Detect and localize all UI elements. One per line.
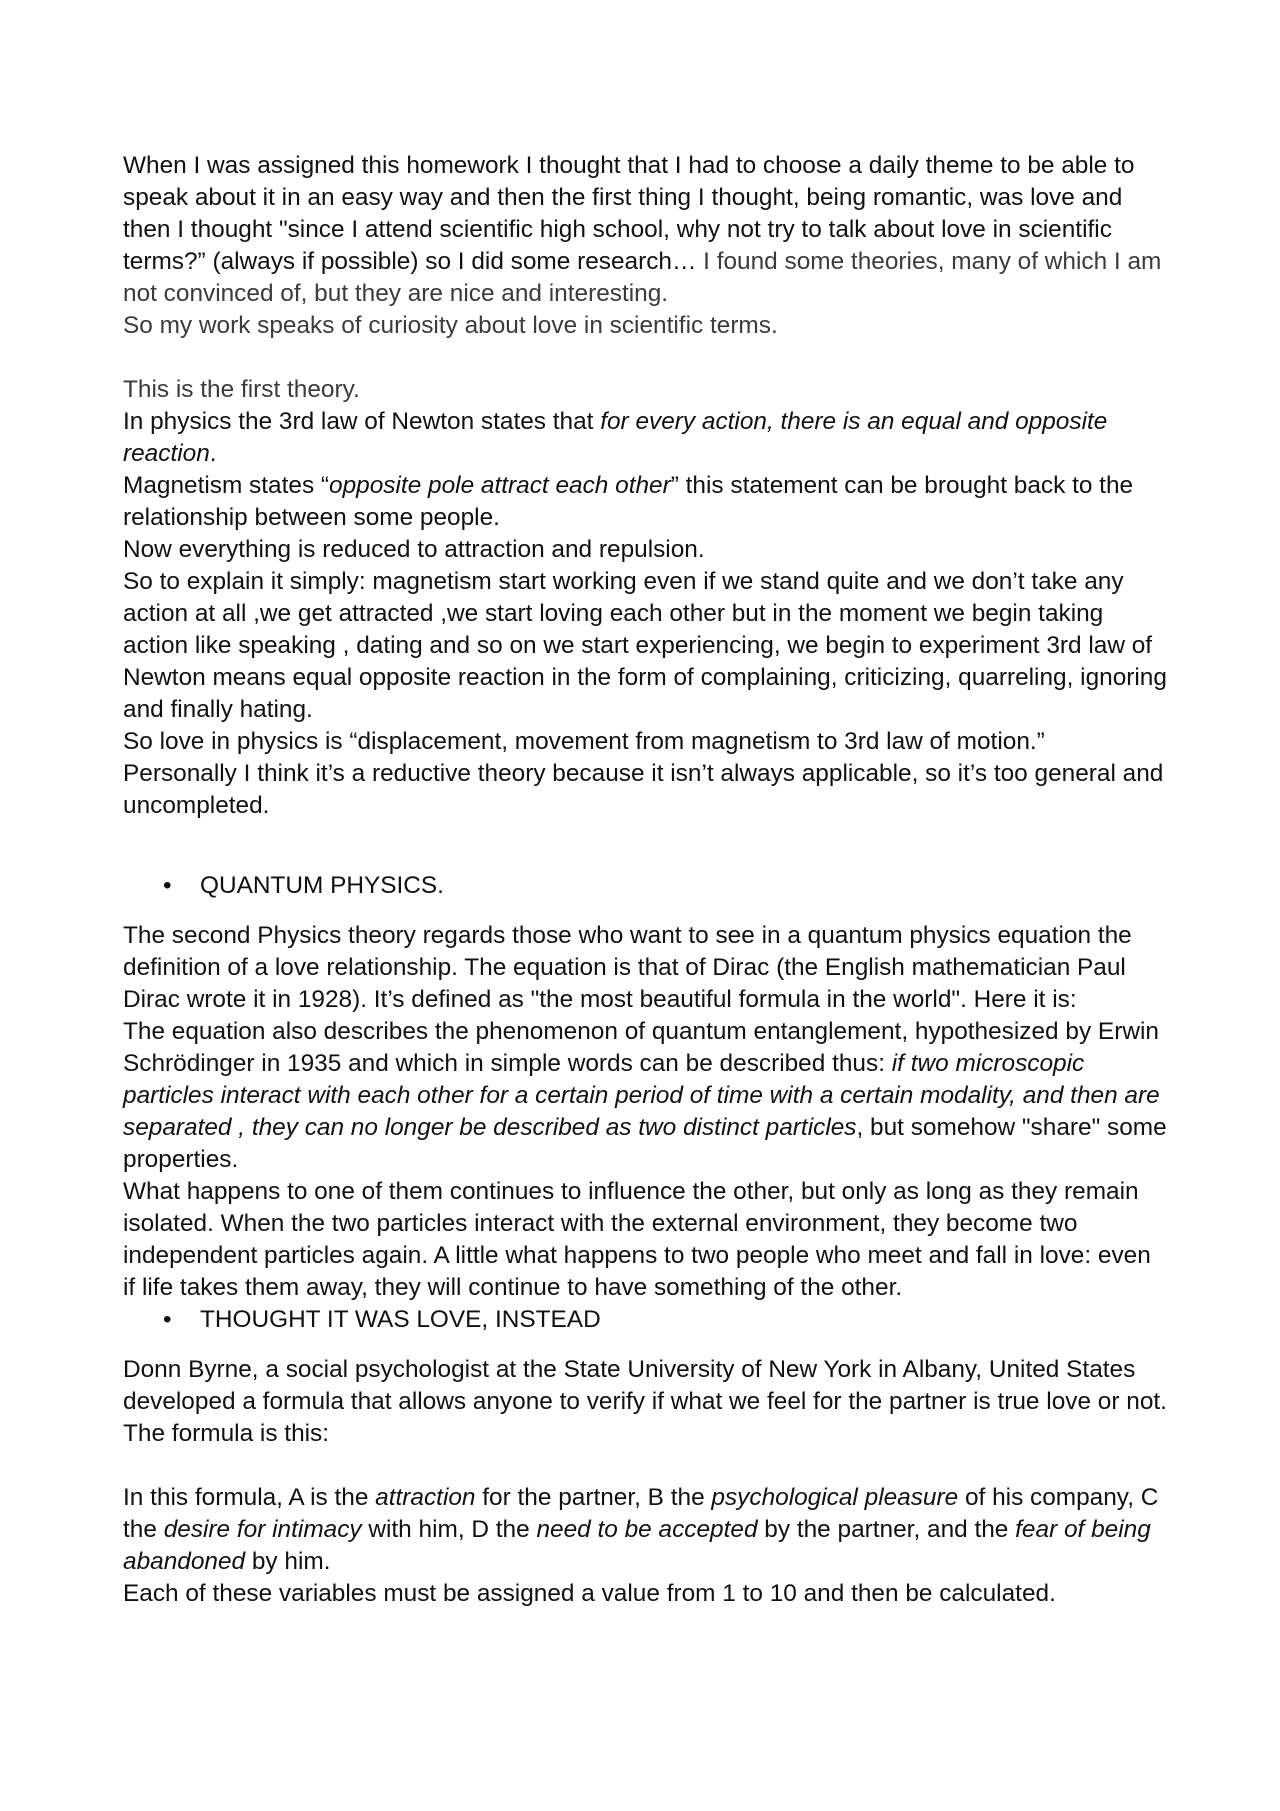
first-theory-heading: This is the first theory. — [123, 376, 360, 403]
spacer — [123, 342, 1168, 374]
magnetism-text-end: ” this statement can be brought back to the relationship between some people. — [123, 472, 1134, 531]
quantum-heading: QUANTUM PHYSICS. — [200, 872, 444, 899]
reduced-paragraph: Now everything is reduced to attraction and repulsion. — [123, 536, 705, 563]
variable-b-term: psychological pleasure — [711, 1484, 959, 1511]
formula-text-end: by him. — [245, 1548, 331, 1575]
formula-variables-paragraph — [123, 1482, 1168, 1578]
explain-paragraph: So to explain it simply: magnetism start working even if we stand quite and we don’t take any action at all ,we get attracted ,we start loving each other but in the moment we begin taking action like speaking , dating and so on we start experiencing, we begin to experiment 3rd law of Newton means equal opposite reaction in the form of complaining, criticizing, quarreling, ignoring and finally hating. — [123, 568, 1167, 723]
intro-work-line: So my work speaks of curiosity about love in scientific terms. — [123, 312, 778, 339]
newton-text: In physics the 3rd law of Newton states that — [123, 408, 601, 435]
formula-text: In this formula, A is the — [123, 1484, 376, 1511]
newton-law-quote: for every action, there is an equal and opposite reaction — [123, 408, 1108, 467]
newton-law-paragraph — [123, 406, 1168, 470]
values-paragraph: Each of these variables must be assigned a value from 1 to 10 and then be calculated. — [123, 1580, 1056, 1607]
entanglement-definition: if two microscopic particles interact with each other for a certain period of time with a certain modality, and then are separated , they can no longer be described as two distinct particles — [123, 1050, 1160, 1141]
spacer — [123, 1450, 1168, 1482]
newton-text-end: . — [209, 440, 217, 467]
magnetism-quote: opposite pole attract each other — [329, 472, 671, 499]
summary-paragraph: So love in physics is “displacement, movement from magnetism to 3rd law of motion.” — [123, 728, 1045, 755]
variable-a-term: attraction — [375, 1484, 476, 1511]
entanglement-text-end: , but somehow "share" some properties. — [123, 1114, 1167, 1173]
formula-text: by the partner, and the — [757, 1516, 1016, 1543]
byrne-paragraph: Donn Byrne, a social psychologist at the State University of New York in Albany, United States developed a formula that allows anyone to verify if what we feel for the partner is true love or not. The formula is this: — [123, 1356, 1167, 1447]
quantum-paragraph-3: What happens to one of them continues to influence the other, but only as long as they remain isolated. When the two particles interact with the external environment, they become two independent particles again. A little what happens to two people who meet and fall in love: even if life takes them away, they will continue to have something of the other. — [123, 1178, 1151, 1301]
spacer — [123, 822, 1168, 862]
magnetism-paragraph — [123, 470, 1168, 534]
opinion-paragraph: Personally I think it’s a reductive theory because it isn’t always applicable, so it’s too general and uncompleted. — [123, 760, 1164, 819]
quantum-paragraph-2 — [123, 1016, 1168, 1176]
formula-text: for the partner, B the — [475, 1484, 712, 1511]
bullet-icon: • — [163, 872, 172, 899]
quantum-paragraph-1: The second Physics theory regards those who want to see in a quantum physics equation the definition of a love relationship. The equation is that of Dirac (the English mathematician Paul Dirac wrote it in 1928). It’s defined as "the most beautiful formula in the world". Here it is: — [123, 922, 1132, 1013]
bullet-icon: • — [163, 1306, 172, 1333]
formula-text: with him, D the — [361, 1516, 537, 1543]
intro-paragraph — [123, 150, 1168, 310]
intro-text-grey: I found some theories, many of which I am not convinced of, but they are nice and interesting. — [123, 248, 1162, 307]
thought-bullet-item — [123, 1304, 1168, 1336]
document-body — [123, 150, 1168, 1610]
intro-text: When I was assigned this homework I thought that I had to choose a daily theme to be able to speak about it in an easy way and then the first thing I thought, being romantic, was love and then I thought "since I attend scientific high school, why not try to talk about love in scientific terms?” (always if possible) so I did some research… — [123, 152, 1135, 275]
thought-heading: THOUGHT IT WAS LOVE, INSTEAD — [200, 1306, 601, 1333]
variable-e-term: fear of being abandoned — [123, 1516, 1151, 1575]
formula-text: of his company, C the — [123, 1484, 1159, 1543]
magnetism-text: Magnetism states “ — [123, 472, 330, 499]
variable-d-term: need to be accepted — [536, 1516, 758, 1543]
quantum-bullet-item — [123, 870, 1168, 902]
variable-c-term: desire for intimacy — [163, 1516, 362, 1543]
entanglement-text: The equation also describes the phenomenon of quantum entanglement, hypothesized by Erwin Schrödinger in 1935 and which in simple words can be described thus: — [123, 1018, 1159, 1077]
